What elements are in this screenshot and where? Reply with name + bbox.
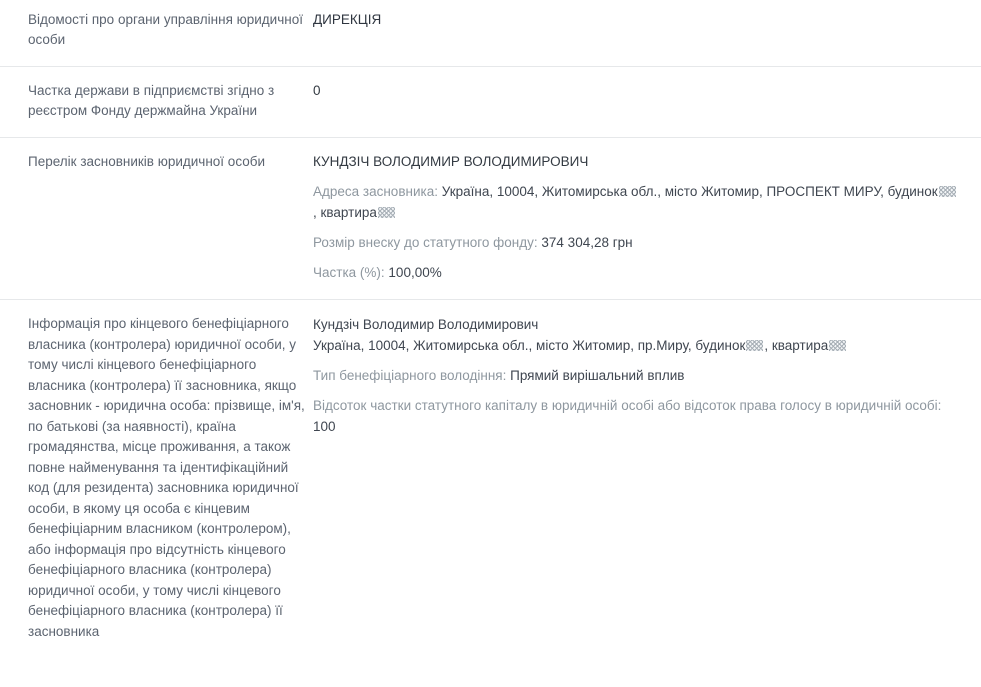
row-value-management: [313, 10, 981, 30]
row-value-founders: [313, 152, 981, 283]
ownership-percent: [313, 395, 957, 437]
row-value-state-share: [313, 81, 981, 101]
share-value: 100,00%: [388, 265, 442, 280]
management-body-value: ДИРЕКЦІЯ: [313, 12, 382, 27]
table-row: [0, 138, 981, 300]
masked-value-icon: [378, 207, 395, 218]
table-row: [0, 300, 981, 658]
founder-address-value-part1: Україна, 10004, Житомирська обл., місто Житомир, ПРОСПЕКТ МИРУ, будинок: [441, 184, 938, 199]
row-label-beneficiary: Інформація про кінцевого бенефіціарного власника (контролера) юридичної особи, у тому числі кінцевого бенефіціарного власника (контролера) її засновника, якщо засновник - юридична особа: прізвище, ім'я, по батькові (за наявності), країна громадянства, місце проживання, а також повне найменування та ідентифікаційний код (для резидента) засновника юридичної особи, в якому ця особа є кінцевим бенефіціарним власником (контролером), або інформація про відсутність кінцевого бенефіціарного власника (контролера) юридичної особи, у тому числі кінцевого бенефіціарного власника (контролера) її засновника: [28, 316, 305, 639]
beneficiary-address: [313, 335, 957, 356]
beneficiary-name: Кундзіч Володимир Володимирович: [313, 317, 539, 332]
table-row: [0, 67, 981, 138]
ownership-percent-label: Відсоток частки статутного капіталу в юридичній особі або відсоток права голосу в юридичній особі:: [313, 398, 942, 413]
beneficiary-address-part1: Україна, 10004, Житомирська обл., місто Житомир, пр.Миру, будинок: [313, 338, 746, 353]
masked-value-icon: [746, 340, 763, 351]
share-label: Частка (%):: [313, 265, 385, 280]
row-label-founders: Перелік засновників юридичної особи: [28, 154, 266, 169]
row-value-beneficiary: [313, 314, 981, 437]
founder-address-label: Адреса засновника:: [313, 184, 438, 199]
state-share-value: 0: [313, 83, 321, 98]
row-label-management: Відомості про органи управління юридичної особи: [28, 12, 303, 47]
founder-contribution: [313, 232, 957, 253]
masked-value-icon: [829, 340, 846, 351]
row-label-state-share: Частка держави в підприємстві згідно з реєстром Фонду держмайна України: [28, 83, 275, 118]
contribution-label: Розмір внеску до статутного фонду:: [313, 235, 538, 250]
founder-address: [313, 181, 957, 223]
founder-name: КУНДЗІЧ ВОЛОДИМИР ВОЛОДИМИРОВИЧ: [313, 154, 589, 169]
contribution-value: 374 304,28 грн: [541, 235, 633, 250]
table-row: [0, 0, 981, 67]
ownership-type: [313, 365, 957, 386]
beneficiary-address-part2: , квартира: [764, 338, 829, 353]
ownership-percent-value: 100: [313, 419, 336, 434]
founder-address-value-part2: , квартира: [313, 205, 377, 220]
founder-share: [313, 262, 957, 283]
ownership-type-value: Прямий вирішальний вплив: [510, 368, 685, 383]
ownership-type-label: Тип бенефіціарного володіння:: [313, 368, 507, 383]
masked-value-icon: [939, 186, 956, 197]
